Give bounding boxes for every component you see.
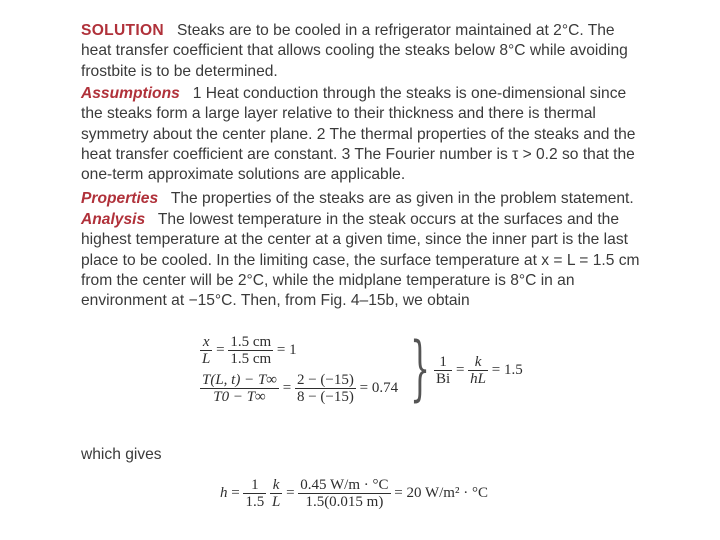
- equation-3: $\frac{1}{Bi}$ = $\frac{k}{hL}$ = 1.5: [436, 354, 523, 387]
- eq3-result: 1.5: [503, 361, 523, 378]
- properties-paragraph: [81, 189, 646, 209]
- assumptions-label: Assumptions: [81, 85, 180, 102]
- analysis-paragraph: [81, 210, 646, 311]
- eq4-c-denominator: 1.5(0.015 m): [305, 494, 384, 510]
- eq4-c-numerator: 0.45 W/m · °C: [300, 477, 389, 493]
- assumptions-text: 1 Heat conduction through the steaks is one-dimensional since the steaks form a large layer relative to their thickness and there is thermal symmetry about the center plane. 2 The thermal properties of the steaks and the heat transfer coefficient are constant. 3 The Fourier number is τ > 0.2 so that the one-term approximate solutions are applicable.: [81, 85, 636, 184]
- eq4-c-fraction: [298, 477, 390, 510]
- eq1-lhs-numerator: x: [200, 334, 212, 351]
- assumptions-paragraph: [81, 84, 646, 185]
- properties-text: The properties of the steaks are as given in the problem statement.: [170, 190, 634, 207]
- analysis-label: Analysis: [81, 211, 146, 228]
- eq4-b-fraction: [270, 477, 282, 510]
- eq4-a-numerator: 1: [243, 477, 266, 494]
- solution-paragraph: [81, 21, 646, 82]
- eq4-h: h: [220, 484, 228, 501]
- eq3-a-fraction: [434, 354, 452, 387]
- eq1-lhs-fraction: [200, 334, 212, 367]
- eq2-mid-fraction: [295, 372, 356, 405]
- properties-label: Properties: [81, 190, 159, 207]
- eq1-mid-fraction: [228, 334, 273, 367]
- eq1-lhs-denominator: L: [202, 351, 211, 367]
- eq4-a-fraction: [243, 477, 266, 510]
- eq2-mid-numerator: 2 − (−15): [296, 372, 354, 388]
- which-gives-text: which gives: [81, 446, 162, 463]
- equation-1: $\frac{x}{L}$ = $\frac{1.5 cm}{1.5 cm}$ = 1: [202, 334, 297, 367]
- eq4-result: 20 W/m² · °C: [406, 484, 488, 501]
- equation-4: h = $\frac{1}{1.5}$ $\frac{k}{L}$ = $\frac{0.45 W/m \cdot ^\circ C}{1.5(0.015 m)}$ = 20 W/m² · °C: [220, 477, 488, 510]
- eq3-a-denominator: Bi: [436, 371, 451, 387]
- solution-label: SOLUTION: [81, 22, 164, 39]
- eq1-mid-numerator: 1.5 cm: [230, 334, 272, 350]
- eq4-b-denominator: L: [271, 494, 281, 510]
- eq3-b-fraction: [468, 354, 488, 387]
- eq3-a-numerator: 1: [434, 354, 452, 371]
- right-brace: }: [410, 327, 431, 409]
- eq2-lhs-numerator: T(L, t) − T∞: [202, 372, 277, 388]
- eq3-b-numerator: k: [468, 354, 488, 371]
- equation-2: $\frac{T(L, t) - T\infty}{T0 - T\infty}$ = $\frac{2 - (-15)}{8 - (-15)}$ = 0.74: [202, 372, 399, 405]
- eq1-result: 1: [289, 341, 297, 358]
- solution-text: Steaks are to be cooled in a refrigerator maintained at 2°C. The heat transfer coefficient that allows cooling the steaks below 8°C while avoiding frostbite is to be determined.: [81, 22, 628, 80]
- eq4-b-numerator: k: [270, 477, 282, 494]
- eq3-b-denominator: hL: [470, 371, 486, 387]
- eq2-result: 0.74: [371, 379, 399, 396]
- eq2-lhs-denominator: T0 − T∞: [213, 389, 266, 405]
- analysis-text: The lowest temperature in the steak occurs at the surfaces and the highest temperature at the center at a given time, since the inner part is the last place to be cooled. In the limiting case, the surface temperature at x = L = 1.5 cm from the center will be 2°C, while the midplane temperature is 8°C in an environment at −15°C. Then, from Fig. 4–15b, we obtain: [81, 211, 640, 310]
- eq4-a-denominator: 1.5: [245, 494, 265, 510]
- eq1-mid-denominator: 1.5 cm: [230, 351, 272, 367]
- eq2-lhs-fraction: [200, 372, 279, 405]
- eq2-mid-denominator: 8 − (−15): [296, 389, 354, 405]
